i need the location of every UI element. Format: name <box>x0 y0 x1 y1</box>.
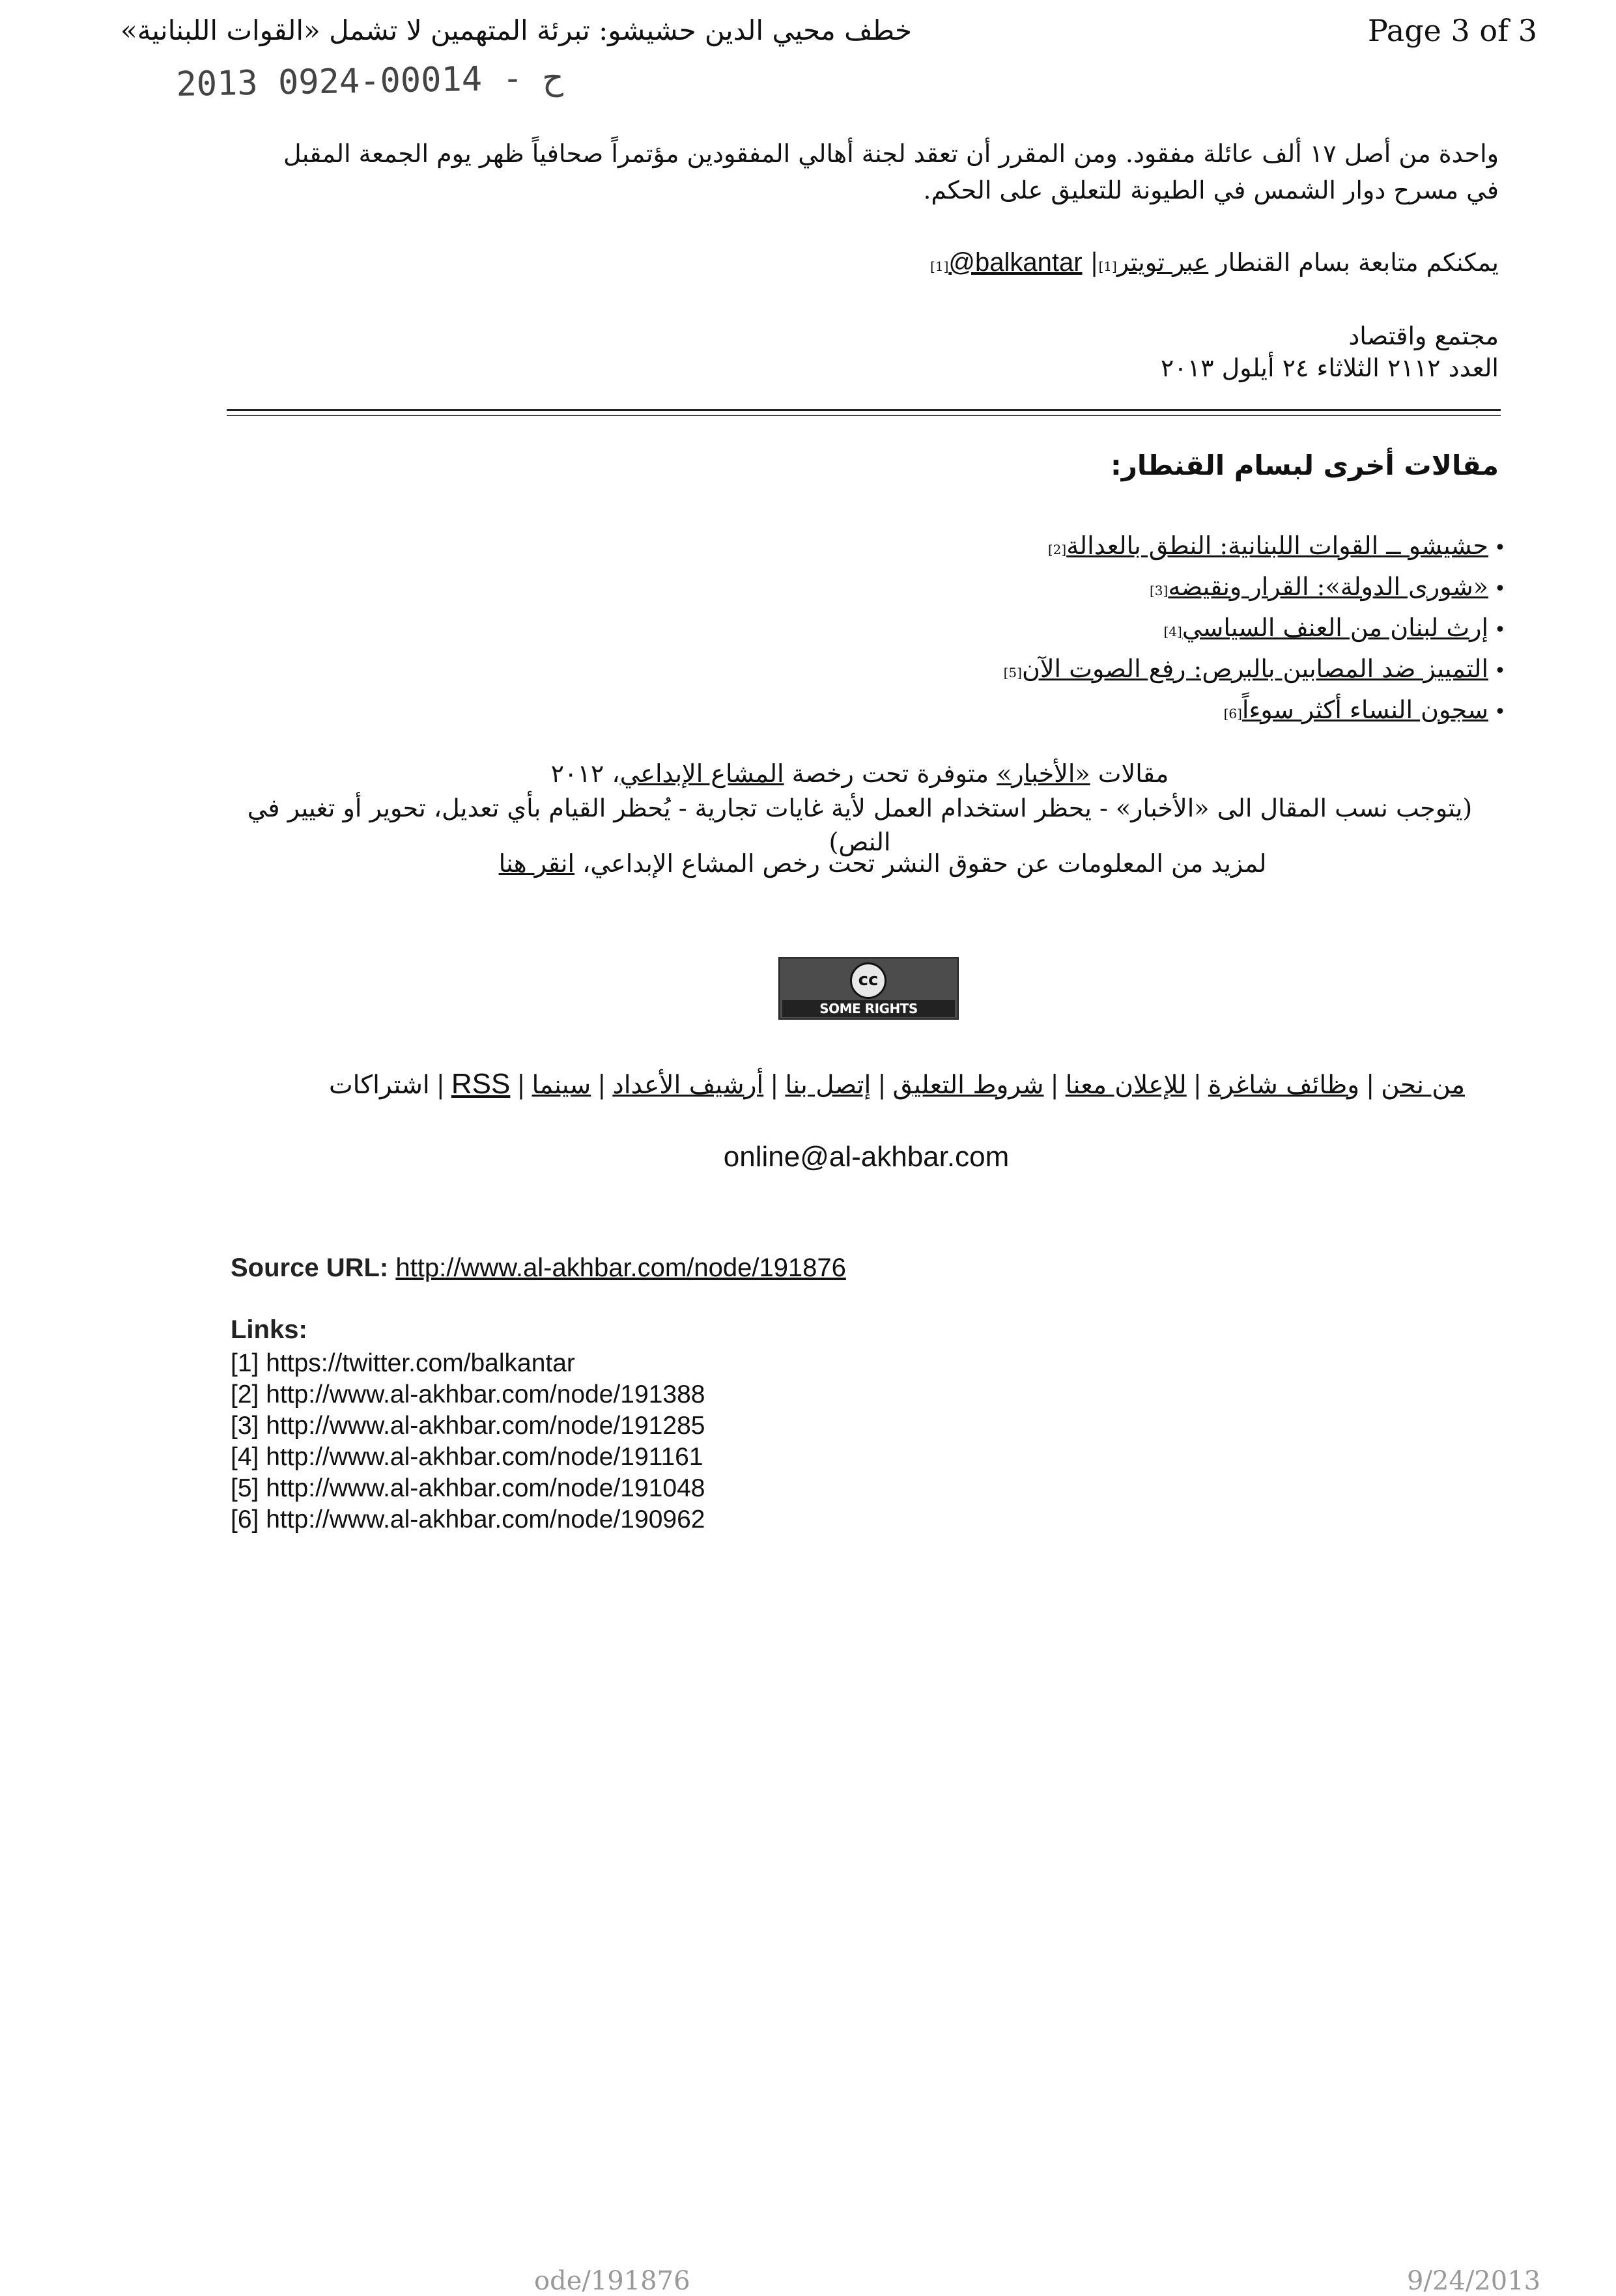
list-item <box>1004 568 1512 609</box>
links-list <box>231 1348 705 1535</box>
footnote-ref: [4] <box>1163 624 1182 639</box>
list-item: [5] http://www.al-akhbar.com/node/191048 <box>231 1474 705 1502</box>
footnote-ref: [2] <box>1047 542 1067 557</box>
nav-comment-terms[interactable]: شروط التعليق <box>892 1071 1044 1100</box>
nav-cinema[interactable]: سينما <box>532 1071 591 1100</box>
cc-icon: cc <box>850 962 886 999</box>
separator: | <box>597 1071 606 1100</box>
bullet-icon: • <box>1494 701 1506 723</box>
click-here-link[interactable]: انقر هنا <box>498 849 575 878</box>
list-item <box>1004 609 1512 651</box>
article-paragraph-line: في مسرح دوار الشمس في الطيونة للتعليق على الحكم. <box>923 176 1499 204</box>
list-item: [6] http://www.al-akhbar.com/node/190962 <box>231 1505 705 1533</box>
links-heading: Links: <box>231 1315 307 1344</box>
twitter-handle-link[interactable]: @balkantar <box>948 248 1083 277</box>
nav-jobs[interactable]: وظائف شاغرة <box>1208 1071 1360 1100</box>
nav-contact[interactable]: إتصل بنا <box>785 1071 872 1100</box>
source-url-label: Source URL: <box>231 1253 389 1282</box>
handwritten-document-id: 2013 0924-00014 - ح <box>176 58 564 104</box>
list-item: [1] https://twitter.com/balkantar <box>231 1349 575 1377</box>
source-url-line <box>231 1253 846 1283</box>
separator: | <box>1193 1071 1202 1100</box>
list-item <box>1004 651 1512 692</box>
footnote-ref: [3] <box>1149 583 1169 598</box>
related-article-link[interactable]: سجون النساء أكثر سوءاً <box>1241 695 1488 724</box>
section-name: مجتمع واقتصاد <box>1348 322 1499 350</box>
list-item <box>1004 692 1512 733</box>
article-paragraph <box>283 135 1499 208</box>
footnote-ref: [6] <box>1223 706 1242 721</box>
bullet-icon: • <box>1494 660 1506 682</box>
article-paragraph-line: واحدة من أصل ١٧ ألف عائلة مفقود. ومن المقرر أن تعقد لجنة أهالي المفقودين مؤتمراً صحافياً ظهر يوم الجمعة المقبل <box>283 139 1499 168</box>
nav-rss[interactable]: RSS <box>451 1068 511 1100</box>
page-number: Page 3 of 3 <box>1367 13 1537 48</box>
cc-badge-text: SOME RIGHTS RESERVED <box>782 1000 955 1017</box>
list-item: [4] http://www.al-akhbar.com/node/191161 <box>231 1443 703 1471</box>
nav-subscriptions: اشتراكات <box>328 1071 430 1100</box>
separator: | <box>1366 1071 1375 1100</box>
nav-about-us[interactable]: من نحن <box>1381 1071 1465 1100</box>
contact-email: online@al-akhbar.com <box>723 1141 1010 1173</box>
bullet-icon: • <box>1494 578 1506 600</box>
related-article-link[interactable]: إرث لبنان من العنف السياسي <box>1182 613 1488 642</box>
license-terms: (يتوجب نسب المقال الى «الأخبار» - يحظر استخدام العمل لأية غايات تجارية - يُحظر القيام بأي تعديل، تحوير أو تغيير في النص) <box>247 794 1473 856</box>
separator: | <box>877 1071 886 1100</box>
bullet-icon: • <box>1494 619 1506 641</box>
related-article-link[interactable]: حشيشو ــ القوات اللبنانية: النطق بالعدالة <box>1066 531 1488 560</box>
other-articles-heading: مقالات أخرى لبسام القنطار: <box>1110 449 1499 481</box>
divider <box>227 409 1501 411</box>
issue-date: العدد ٢١١٢ الثلاثاء ٢٤ أيلول ٢٠١٣ <box>1160 354 1499 382</box>
footnote-ref: [1] <box>1098 259 1117 274</box>
akhbar-link[interactable]: «الأخبار» <box>997 759 1090 788</box>
list-item <box>1004 527 1512 568</box>
list-item: [3] http://www.al-akhbar.com/node/191285 <box>231 1412 705 1440</box>
print-footer-date: 9/24/2013 <box>1407 2266 1541 2296</box>
list-item: [2] http://www.al-akhbar.com/node/191388 <box>231 1380 705 1408</box>
print-header-title: خطف محيي الدين حشيشو: تبرئة المتهمين لا تشمل «القوات اللبنانية» <box>120 14 912 46</box>
related-articles-list <box>1004 527 1512 733</box>
separator: | <box>1090 248 1099 277</box>
license-more-info <box>221 847 1498 880</box>
follow-prefix: يمكنكم متابعة بسام القنطار <box>1216 248 1499 277</box>
footnote-ref: [1] <box>930 259 949 274</box>
related-article-link[interactable]: التمييز ضد المصابين بالبرص: رفع الصوت الآن <box>1021 654 1488 683</box>
twitter-link[interactable]: عبر تويتر <box>1116 248 1209 277</box>
license-year: ، ٢٠١٢ <box>550 759 620 788</box>
license-more-info-text: لمزيد من المعلومات عن حقوق النشر تحت رخص المشاع الإبداعي، <box>582 849 1267 878</box>
license-line <box>221 757 1498 791</box>
license-mid: متوفرة تحت رخصة <box>791 759 989 788</box>
separator: | <box>436 1071 445 1100</box>
divider <box>227 415 1501 416</box>
follow-author-line <box>930 244 1499 285</box>
nav-advertise[interactable]: للإعلان معنا <box>1065 1071 1187 1100</box>
separator: | <box>1050 1071 1059 1100</box>
creative-commons-badge[interactable] <box>778 957 959 1033</box>
footnote-ref: [5] <box>1003 665 1022 680</box>
related-article-link[interactable]: «شورى الدولة»: القرار ونقيضه <box>1168 572 1488 601</box>
source-url-link[interactable]: http://www.al-akhbar.com/node/191876 <box>395 1253 846 1282</box>
footer-nav <box>329 1068 1465 1100</box>
separator: | <box>770 1071 779 1100</box>
nav-archive[interactable]: أرشيف الأعداد <box>612 1071 764 1100</box>
print-footer-url: ode/191876 <box>534 2266 690 2296</box>
bullet-icon: • <box>1494 537 1506 559</box>
license-prefix: مقالات <box>1098 759 1169 788</box>
creative-commons-link[interactable]: المشاع الإبداعي <box>619 759 784 788</box>
separator: | <box>517 1071 526 1100</box>
